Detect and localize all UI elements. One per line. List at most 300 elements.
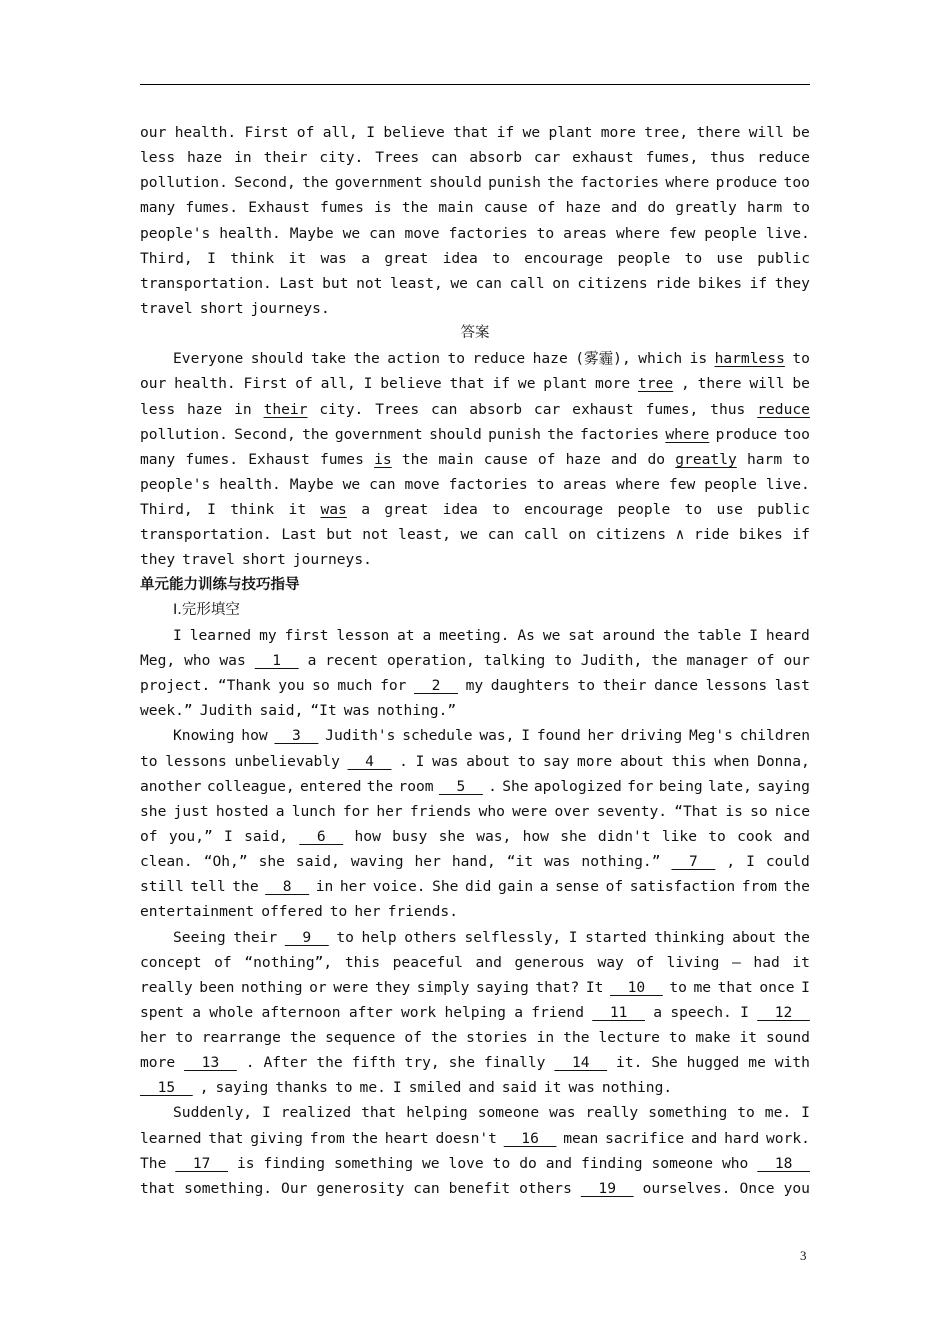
- text-line: [140, 547, 810, 572]
- word: to: [536, 224, 555, 242]
- text-line: [140, 397, 810, 422]
- page-number: 3: [800, 1248, 807, 1263]
- word: can: [431, 149, 458, 167]
- word: late,: [707, 777, 752, 795]
- word: there: [697, 375, 742, 393]
- word: saying: [476, 978, 529, 996]
- word: how: [522, 827, 549, 845]
- word: people's: [140, 475, 211, 493]
- cloze-blank: 8: [265, 878, 310, 896]
- word: It: [585, 978, 604, 996]
- word: nothing.”: [377, 702, 457, 720]
- word: lessons: [165, 752, 227, 770]
- word: areas: [563, 475, 608, 493]
- cloze-blank: 3: [274, 727, 319, 745]
- word: factories: [579, 174, 660, 192]
- word: move: [404, 475, 440, 493]
- word: can: [431, 400, 458, 418]
- word: finding: [581, 1154, 643, 1172]
- word: entered: [299, 777, 362, 795]
- word: being: [658, 777, 703, 795]
- word: the: [302, 425, 329, 443]
- word: haze: [187, 149, 223, 167]
- word: haze: [187, 400, 223, 418]
- word: Second,: [234, 174, 296, 192]
- text-line: [140, 799, 810, 824]
- word: health.: [174, 124, 237, 141]
- text-line: [140, 774, 810, 799]
- word: were: [333, 978, 369, 996]
- cloze-blank: 19: [580, 1179, 634, 1197]
- word: we: [460, 526, 479, 544]
- word: the: [663, 626, 690, 644]
- word: hugged: [686, 1054, 740, 1072]
- word: a: [361, 501, 370, 519]
- word: Suddenly,: [173, 1104, 253, 1122]
- word: found: [536, 727, 581, 745]
- word: said,: [244, 827, 289, 845]
- word: car: [533, 400, 561, 418]
- word: “That: [674, 802, 719, 820]
- word: in: [234, 149, 252, 167]
- word: factories: [448, 224, 528, 242]
- text-line: [140, 925, 810, 950]
- word: transportation.: [140, 526, 272, 544]
- word: the: [547, 174, 574, 192]
- word: I: [740, 1003, 749, 1021]
- word: plant: [548, 124, 593, 141]
- word: public: [757, 501, 810, 519]
- word: call: [523, 526, 559, 544]
- word: voice.: [372, 878, 426, 896]
- word: She: [651, 1054, 678, 1072]
- word: less: [140, 400, 176, 418]
- word: tell: [190, 878, 226, 896]
- word: giving: [250, 1129, 303, 1147]
- word: and: [475, 953, 502, 971]
- word: so: [312, 677, 330, 695]
- word: more: [140, 1054, 176, 1072]
- word: talking: [483, 651, 546, 669]
- word: fumes: [319, 199, 364, 217]
- word: offered: [261, 903, 323, 921]
- word: She: [502, 777, 529, 795]
- word: produce: [715, 174, 778, 192]
- word: of: [537, 450, 556, 468]
- text-line: [140, 1176, 810, 1201]
- word: the: [366, 777, 394, 795]
- word: helping: [444, 1003, 506, 1021]
- word: “it: [506, 853, 534, 871]
- word: she: [258, 853, 285, 871]
- word: something: [648, 1104, 728, 1122]
- text-line: [140, 1000, 810, 1025]
- word: hand,: [451, 853, 496, 871]
- word: generous: [514, 953, 585, 971]
- word: encourage: [524, 249, 604, 267]
- word: I: [173, 626, 182, 644]
- text-line: [140, 950, 810, 975]
- word: plant: [543, 375, 588, 393]
- underlined-word: was: [320, 501, 347, 519]
- word: First: [244, 124, 289, 141]
- cloze-blank: 6: [299, 827, 344, 845]
- word: bikes: [738, 526, 783, 544]
- word: think: [230, 501, 275, 519]
- word: use: [716, 249, 743, 267]
- word: hosted: [215, 802, 269, 820]
- word: was,: [476, 827, 512, 845]
- cloze-blank: 9: [284, 928, 329, 946]
- word: you,”: [168, 827, 213, 845]
- word: recent: [325, 651, 379, 669]
- word: of: [296, 124, 315, 141]
- word: me.: [359, 1079, 386, 1097]
- word: harm: [746, 199, 783, 217]
- word: we: [342, 475, 361, 493]
- word: the: [353, 350, 380, 368]
- word: main: [438, 450, 474, 468]
- word: about: [619, 752, 664, 770]
- word: Third,: [140, 249, 193, 267]
- word: fumes.: [185, 199, 239, 217]
- word: live.: [765, 224, 810, 242]
- word: action: [387, 350, 440, 368]
- header-rule: [140, 84, 810, 85]
- word: concept: [140, 953, 202, 971]
- word: idea: [442, 501, 478, 519]
- word: and: [610, 199, 638, 217]
- text-line: [140, 346, 810, 371]
- word: reduce: [472, 350, 526, 368]
- word: is: [236, 1154, 255, 1172]
- word: really: [140, 978, 193, 996]
- word: live.: [765, 475, 810, 493]
- word: driving: [620, 727, 683, 745]
- cloze-blank: 12: [757, 1003, 810, 1021]
- word: that: [717, 978, 753, 996]
- text-line: [140, 271, 810, 296]
- word: in: [536, 1029, 555, 1047]
- word: of: [404, 1029, 422, 1047]
- word: travel: [182, 551, 235, 569]
- cloze-blank: 14: [554, 1054, 608, 1072]
- word: the: [430, 1029, 458, 1047]
- word: ,: [680, 375, 690, 393]
- word: waving: [350, 853, 404, 871]
- word: the: [289, 1029, 317, 1047]
- word: was: [343, 702, 371, 720]
- text-line: [140, 422, 810, 447]
- word: thinking: [654, 928, 725, 946]
- text-line: [140, 296, 810, 321]
- word: nothing.: [601, 1079, 673, 1097]
- text-line: [140, 1151, 810, 1176]
- word: me: [693, 978, 712, 996]
- word: can: [369, 475, 396, 493]
- word: to: [554, 651, 572, 669]
- word: Maybe: [289, 224, 334, 242]
- word: government: [334, 174, 423, 192]
- word: said: [501, 1079, 537, 1097]
- word: colleague,: [206, 777, 295, 795]
- word: be: [792, 375, 810, 393]
- word: daughters: [490, 677, 570, 695]
- word: was: [568, 1079, 595, 1097]
- word: meeting.: [439, 626, 510, 644]
- word: public: [757, 249, 810, 267]
- word: for: [380, 677, 407, 695]
- word: been: [199, 978, 235, 996]
- text-line: [140, 522, 810, 547]
- word: project.: [140, 677, 211, 695]
- word: in: [234, 400, 252, 418]
- word: people: [704, 475, 757, 493]
- word: few: [668, 475, 696, 493]
- word: reduce: [757, 149, 810, 167]
- word: that: [453, 124, 489, 141]
- word: She: [432, 878, 459, 896]
- word: helping: [406, 1104, 468, 1122]
- word: who: [721, 1154, 749, 1172]
- word: people's: [140, 224, 211, 242]
- word: and: [690, 1129, 718, 1147]
- word: fifth: [351, 1054, 396, 1072]
- word: (雾霾),: [575, 350, 631, 368]
- word: a: [192, 1003, 201, 1021]
- word: love: [448, 1154, 484, 1172]
- word: pollution.: [140, 425, 228, 443]
- word: once: [759, 978, 795, 996]
- word: they: [774, 274, 810, 292]
- word: our: [783, 651, 810, 669]
- word: we: [517, 375, 536, 393]
- word: we: [422, 1154, 440, 1172]
- text-line: [140, 1050, 810, 1075]
- text-line: [140, 472, 810, 497]
- word: or: [309, 978, 327, 996]
- word: her: [140, 1029, 167, 1047]
- word: not: [362, 526, 389, 544]
- word: help: [361, 928, 397, 946]
- word: in: [315, 878, 334, 896]
- word: that: [449, 375, 485, 393]
- word: health.: [174, 375, 236, 393]
- word: to: [492, 501, 510, 519]
- word: do: [519, 1154, 537, 1172]
- word: 单元能力训练与技巧指导: [140, 576, 300, 593]
- word: children: [739, 727, 810, 745]
- word: their: [233, 928, 278, 946]
- word: was: [544, 853, 571, 871]
- word: nice: [774, 802, 810, 820]
- text-line: [140, 899, 810, 924]
- text-line: [140, 120, 810, 145]
- word: transportation.: [140, 274, 272, 292]
- word: about: [732, 928, 777, 946]
- word: ride: [694, 526, 730, 544]
- word: of: [214, 953, 232, 971]
- underlined-word: their: [263, 400, 308, 418]
- word: fumes.: [185, 450, 239, 468]
- text-line: [140, 371, 810, 396]
- word: move: [404, 224, 440, 242]
- word: believe: [380, 375, 442, 393]
- word: where: [616, 224, 660, 242]
- word: greatly: [675, 199, 737, 217]
- word: if: [749, 274, 768, 292]
- cloze-blank: 1: [254, 651, 299, 669]
- word: it: [543, 1079, 562, 1097]
- word: it.: [616, 1054, 643, 1072]
- word: many: [140, 199, 176, 217]
- word: entertainment: [140, 903, 255, 921]
- word: smiled: [408, 1079, 462, 1097]
- word: Our: [281, 1179, 308, 1197]
- word: she: [140, 802, 167, 820]
- cloze-blank: 16: [503, 1129, 557, 1147]
- word: mean: [563, 1129, 599, 1147]
- word: cause: [483, 450, 528, 468]
- word: —: [731, 953, 741, 971]
- cloze-blank: 10: [610, 978, 663, 996]
- word: the: [783, 928, 810, 946]
- word: a: [361, 249, 370, 267]
- word: speech.: [670, 1003, 732, 1021]
- word: on: [568, 526, 587, 544]
- word: her: [339, 878, 367, 896]
- word: I: [366, 124, 375, 141]
- word: I: [801, 1104, 810, 1122]
- word: the: [232, 878, 259, 896]
- word: stories: [466, 1029, 528, 1047]
- word: short: [241, 551, 286, 569]
- text-line: [140, 648, 810, 673]
- word: Donna,: [757, 752, 810, 770]
- word: I: [749, 626, 759, 644]
- word: a: [539, 878, 549, 896]
- word: if: [496, 124, 515, 141]
- word: their: [263, 149, 308, 167]
- word: haze: [565, 450, 601, 468]
- word: Third,: [140, 501, 193, 519]
- word: saying: [215, 1079, 269, 1097]
- word: car: [533, 149, 561, 167]
- word: way: [597, 953, 624, 971]
- word: travel: [140, 299, 193, 317]
- text-line: [140, 497, 810, 522]
- word: we: [522, 124, 541, 141]
- word: someone: [477, 1104, 540, 1122]
- word: should: [250, 350, 304, 368]
- word: with: [774, 1054, 810, 1072]
- word: I: [746, 853, 755, 871]
- word: Judith,: [580, 651, 643, 669]
- word: be: [792, 124, 810, 141]
- word: factories: [448, 475, 528, 493]
- word: ourselves.: [642, 1179, 731, 1197]
- word: areas: [563, 224, 608, 242]
- word: friends.: [387, 903, 458, 921]
- word: Trees: [375, 149, 420, 167]
- word: to: [492, 249, 510, 267]
- word: As: [517, 626, 535, 644]
- word: could: [765, 853, 810, 871]
- word: I: [415, 752, 425, 770]
- word: finding: [263, 1154, 326, 1172]
- word: call: [509, 274, 545, 292]
- word: still: [140, 878, 184, 896]
- word: the: [401, 199, 429, 217]
- word: they: [375, 978, 411, 996]
- word: “nothing”,: [244, 953, 333, 971]
- cloze-blank: 4: [347, 752, 392, 770]
- word: operation,: [386, 651, 475, 669]
- text-line: [140, 623, 810, 648]
- word: her: [354, 903, 381, 921]
- word: short: [199, 299, 244, 317]
- word: something: [333, 1154, 414, 1172]
- word: to: [668, 1029, 687, 1047]
- word: who: [478, 802, 505, 820]
- word: her: [587, 727, 614, 745]
- word: really: [585, 1104, 639, 1122]
- word: Meg,: [140, 651, 176, 669]
- word: people: [704, 224, 757, 242]
- word: cook: [737, 827, 773, 845]
- word: the: [563, 1029, 590, 1047]
- word: benefit: [448, 1179, 511, 1197]
- word: table: [697, 626, 742, 644]
- word: satisfaction: [629, 878, 736, 896]
- word: she: [448, 1054, 475, 1072]
- word: nothing.”: [581, 853, 661, 871]
- word: all,: [320, 375, 356, 393]
- word: to: [334, 1079, 353, 1097]
- word: more: [577, 752, 613, 770]
- word: haze: [532, 350, 568, 368]
- word: a: [275, 802, 285, 820]
- word: that: [140, 1179, 176, 1197]
- word: people: [617, 249, 671, 267]
- word: do: [647, 450, 666, 468]
- word: Knowing: [173, 727, 235, 745]
- word: when: [714, 752, 750, 770]
- word: she: [438, 827, 465, 845]
- word: first: [284, 626, 329, 644]
- word: my: [259, 626, 277, 644]
- word: for: [627, 777, 654, 795]
- word: much: [337, 677, 373, 695]
- word: afternoon: [261, 1003, 341, 1021]
- word: city.: [319, 149, 364, 167]
- word: ∧: [675, 526, 685, 544]
- cloze-blank: 2: [414, 677, 458, 695]
- word: exhaust: [572, 400, 634, 418]
- cloze-blank: 13: [184, 1054, 237, 1072]
- word: schedule: [402, 727, 473, 745]
- word: citizens: [595, 526, 666, 544]
- word: Trees: [375, 400, 420, 418]
- word: others: [404, 928, 457, 946]
- word: to: [792, 350, 810, 368]
- word: ,: [726, 853, 736, 871]
- word: of: [140, 827, 158, 845]
- word: realized: [280, 1104, 352, 1122]
- text-line: [140, 1126, 810, 1151]
- word: started: [585, 928, 647, 946]
- word: First: [243, 375, 288, 393]
